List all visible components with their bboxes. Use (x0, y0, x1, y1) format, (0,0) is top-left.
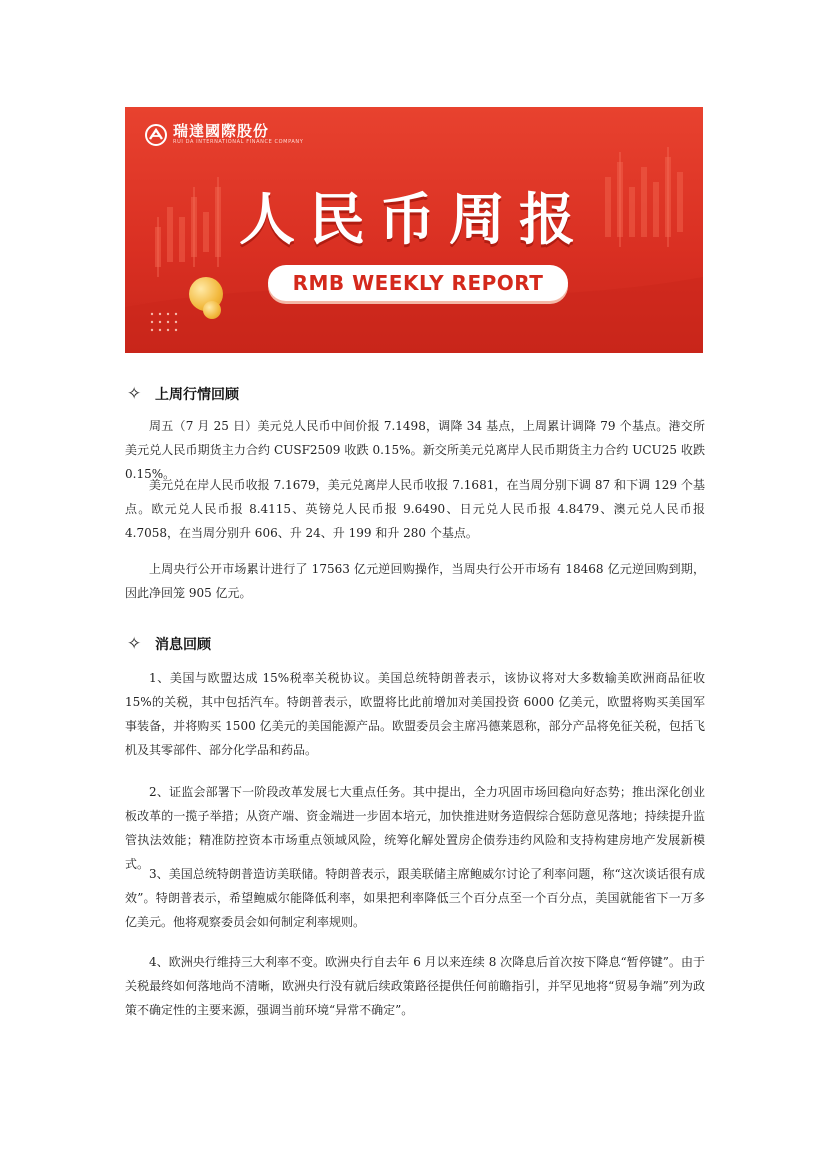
logo-chinese-name: 瑞達國際股份 (173, 122, 270, 140)
report-banner (125, 107, 703, 353)
paragraph: 美元兑在岸人民币收报 7.1679，美元兑离岸人民币收报 7.1681，在当周分别下调 87 和下调 129 个基点。欧元兑人民币报 8.4115、英镑兑人民币报 9.6490、日元兑人民币报 4.8479、澳元兑人民币报 4.7058，在当周分别升 606、升 24、升 199 和升 280 个基点。 (125, 478, 705, 540)
logo-mark-icon (145, 124, 167, 146)
four-point-star-icon: ✧ (127, 634, 142, 654)
paragraph: 上周央行公开市场累计进行了 17563 亿元逆回购操作，当周央行公开市场有 18468 亿元逆回购到期，因此净回笼 905 亿元。 (125, 562, 705, 600)
paragraph: 周五（7 月 25 日）美元兑人民币中间价报 7.1498，调降 34 基点，上周累计调降 79 个基点。港交所美元兑人民币期货主力合约 CUSF2509 收跌 0.15%。新交所美元兑离岸人民币期货主力合约 UCU25 收跌 0.15%。 (125, 419, 705, 481)
banner-title: 人民币周报 (239, 188, 589, 253)
company-logo (145, 123, 303, 146)
section-heading-news-review (127, 634, 211, 654)
section-title: 消息回顾 (155, 637, 211, 653)
dot-grid-decoration (149, 311, 179, 333)
logo-english-name: RUI DA INTERNATIONAL FINANCE COMPANY (173, 139, 304, 145)
banner-subtitle: RMB WEEKLY REPORT (268, 265, 568, 301)
paragraph: 3、美国总统特朗普造访美联储。特朗普表示，跟美联储主席鲍威尔讨论了利率问题，称“这次谈话很有成效”。特朗普表示，希望鲍威尔能降低利率，如果把利率降低三个百分点至一个百分点，美国就能省下一万多亿美元。他将观察委员会如何制定利率规则。 (125, 867, 705, 929)
section-heading-market-review (127, 384, 239, 404)
paragraph: 1、美国与欧盟达成 15%税率关税协议。美国总统特朗普表示，该协议将对大多数输美欧洲商品征收 15%的关税，其中包括汽车。特朗普表示，欧盟将比此前增加对美国投资 6000 亿美元，欧盟将购买美国军事装备，并将购买 1500 亿美元的美国能源产品。欧盟委员会主席冯德莱恩称，部分产品将免征关税，包括飞机及其零部件、部分化学品和药品。 (125, 671, 705, 757)
paragraph: 4、欧洲央行维持三大利率不变。欧洲央行自去年 6 月以来连续 8 次降息后首次按下降息“暂停键”。由于关税最终如何落地尚不清晰，欧洲央行没有就后续政策路径提供任何前瞻指引，并罕见地将“贸易争端”列为政策不确定性的主要来源，强调当前环境“异常不确定”。 (125, 955, 705, 1017)
paragraph: 2、证监会部署下一阶段改革发展七大重点任务。其中提出，全力巩固市场回稳向好态势；推出深化创业板改革的一揽子举措；从资产端、资金端进一步固本培元，加快推进财务造假综合惩防意见落地；持续提升监管执法效能；精准防控资本市场重点领域风险，统筹化解处置房企债券违约风险和支持构建房地产发展新模式。 (125, 785, 705, 871)
four-point-star-icon: ✧ (127, 384, 142, 404)
section-title: 上周行情回顾 (155, 387, 239, 403)
gold-coin-icon (203, 301, 221, 319)
